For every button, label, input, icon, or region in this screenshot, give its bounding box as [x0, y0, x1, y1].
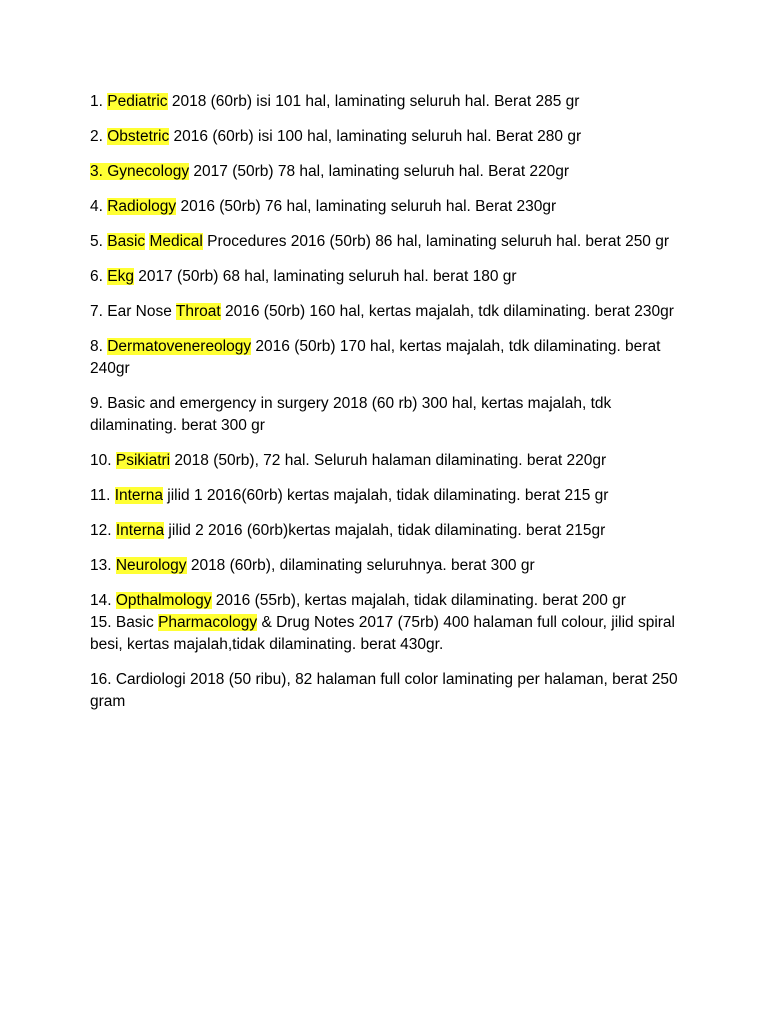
item-text: 2016 (50rb) 76 hal, laminating seluruh hal. Berat 230gr [176, 198, 557, 215]
list-item [90, 161, 690, 183]
item-text: 4. [90, 198, 108, 215]
item-text: 2017 (50rb) 68 hal, laminating seluruh hal. berat 180 gr [133, 268, 517, 285]
item-text: 11. [90, 487, 115, 504]
list-item [90, 231, 690, 253]
highlighted-text: Opthalmology [115, 592, 212, 609]
item-text: 2016 (60rb) isi 100 hal, laminating seluruh hal. Berat 280 gr [169, 128, 582, 145]
list-item [90, 266, 690, 288]
item-text: 12. [90, 522, 116, 539]
highlighted-text: Pharmacology [158, 614, 258, 631]
item-text: 6. [90, 268, 108, 285]
item-text: 14. [90, 592, 116, 609]
item-text: 2016 (50rb) 170 hal, kertas majalah, tdk dilaminating. berat 240gr [90, 338, 661, 377]
item-text: 10. [90, 452, 116, 469]
list-item [90, 485, 690, 507]
list-item [90, 336, 690, 380]
highlighted-text: Pediatric [107, 93, 168, 110]
item-text: 9. Basic and emergency in surgery 2018 (60 rb) 300 hal, kertas majalah, tdk dilaminating. berat 300 gr [90, 395, 612, 434]
item-text: 2018 (60rb), dilaminating seluruhnya. berat 300 gr [186, 557, 535, 574]
highlighted-text: Dermatovenereology [107, 338, 252, 355]
item-text: 2018 (60rb) isi 101 hal, laminating seluruh hal. Berat 285 gr [167, 93, 580, 110]
highlighted-text: Radiology [107, 198, 177, 215]
highlighted-text: Medical [149, 233, 203, 250]
list-item [90, 126, 690, 148]
highlighted-text: Neurology [115, 557, 187, 574]
item-text: 7. Ear Nose [90, 303, 176, 320]
item-text: 1. [90, 93, 108, 110]
item-text: 2018 (50rb), 72 hal. Seluruh halaman dilaminating. berat 220gr [170, 452, 607, 469]
list-item [90, 590, 690, 612]
item-text: 8. [90, 338, 108, 355]
item-text: 2. [90, 128, 108, 145]
item-text: 13. [90, 557, 116, 574]
list-item [90, 91, 690, 113]
list-item [90, 612, 690, 656]
item-text: Procedures 2016 (50rb) 86 hal, laminating seluruh hal. berat 250 gr [202, 233, 670, 250]
list-item [90, 669, 690, 713]
item-text: jilid 2 2016 (60rb)kertas majalah, tidak dilaminating. berat 215gr [164, 522, 606, 539]
document-page [90, 91, 690, 726]
item-text: & Drug Notes 2017 (75rb) 400 halaman full colour, jilid spiral besi, kertas majalah,tidak dilaminating. berat 430gr. [90, 614, 675, 653]
item-text: jilid 1 2016(60rb) kertas majalah, tidak dilaminating. berat 215 gr [162, 487, 609, 504]
list-item [90, 555, 690, 577]
highlighted-text: Interna [115, 522, 165, 539]
highlighted-text: Throat [175, 303, 221, 320]
highlighted-text: Psikiatri [115, 452, 171, 469]
item-text: 2016 (55rb), kertas majalah, tidak dilaminating. berat 200 gr [211, 592, 626, 609]
highlighted-text: 3. Gynecology [90, 163, 190, 180]
list-item [90, 393, 690, 437]
list-item [90, 450, 690, 472]
highlighted-text: Basic [107, 233, 146, 250]
item-text: 16. Cardiologi 2018 (50 ribu), 82 halaman full color laminating per halaman, berat 250 gram [90, 671, 678, 710]
highlighted-text: Interna [114, 487, 163, 504]
highlighted-text: Ekg [107, 268, 134, 285]
list-item [90, 196, 690, 218]
highlighted-text: Obstetric [107, 128, 170, 145]
item-text: 5. [90, 233, 108, 250]
item-text: 2016 (50rb) 160 hal, kertas majalah, tdk dilaminating. berat 230gr [220, 303, 674, 320]
item-text: 2017 (50rb) 78 hal, laminating seluruh hal. Berat 220gr [189, 163, 570, 180]
list-item [90, 520, 690, 542]
list-item [90, 301, 690, 323]
item-text: 15. Basic [90, 614, 159, 631]
